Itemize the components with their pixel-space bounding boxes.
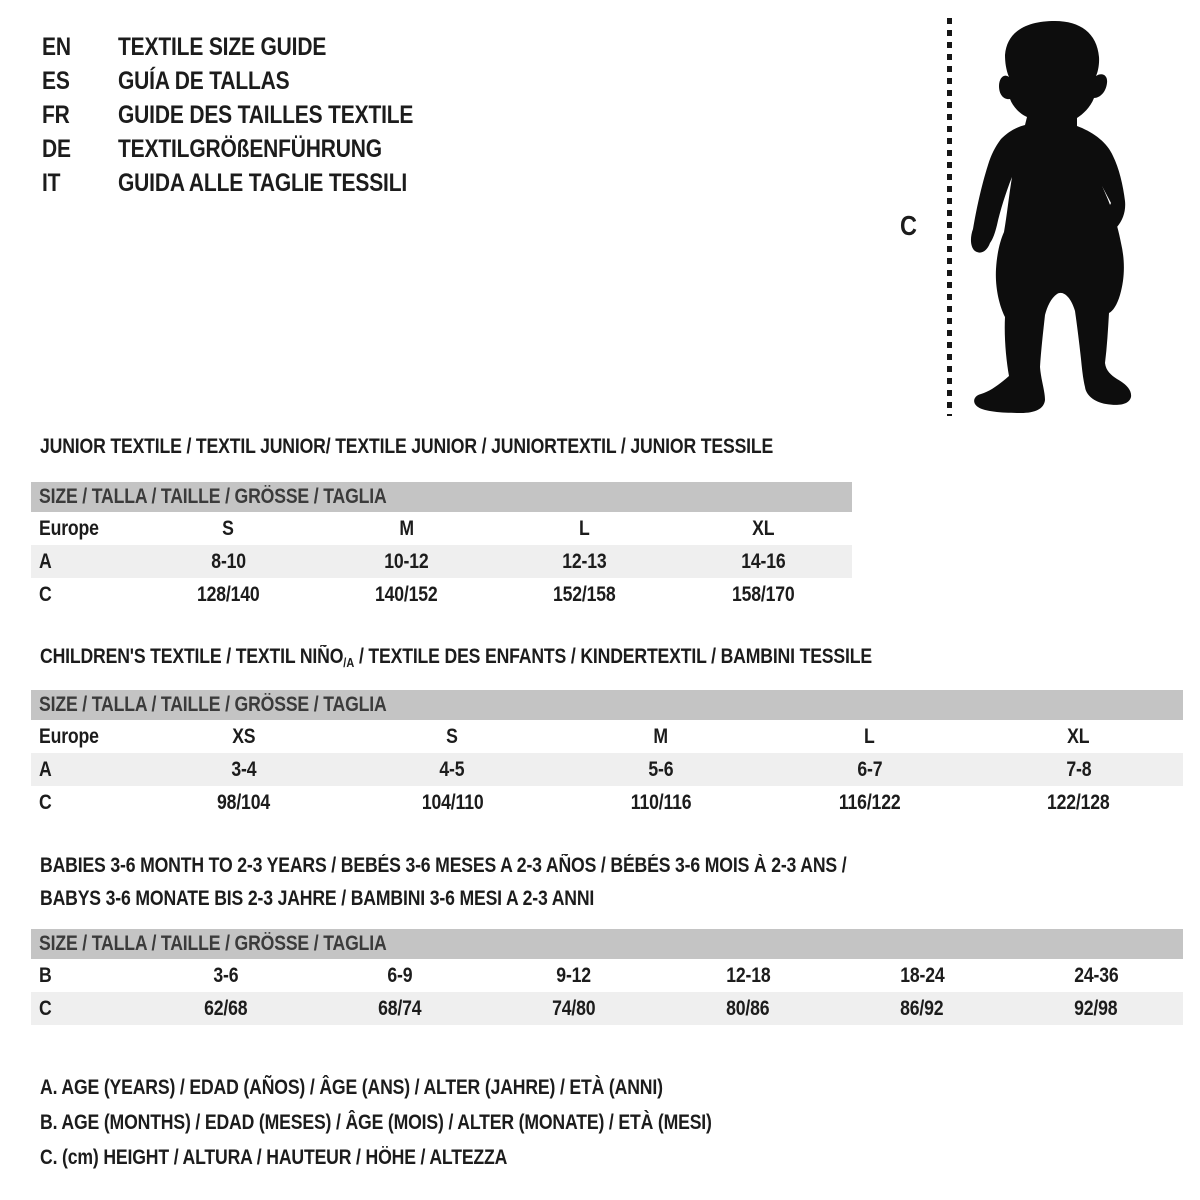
age-value: 6-7 xyxy=(857,758,883,781)
height-value: 158/170 xyxy=(731,583,795,606)
language-row-it xyxy=(42,166,470,200)
table-row-europe xyxy=(31,720,1183,753)
babies-size-table xyxy=(31,929,1183,1025)
size-value: XL xyxy=(1067,725,1090,748)
table-row-age-years xyxy=(31,545,852,578)
language-title-list xyxy=(42,30,470,200)
size-value: S xyxy=(446,725,458,748)
baby-silhouette-icon xyxy=(965,15,1150,420)
junior-size-table xyxy=(31,482,852,611)
size-value: XS xyxy=(231,725,255,748)
language-row-es xyxy=(42,64,470,98)
table-row-height-cm xyxy=(31,786,1183,819)
age-value: 12-18 xyxy=(725,964,771,987)
guide-title: TEXTILE SIZE GUIDE xyxy=(118,33,327,61)
height-value: 110/116 xyxy=(630,791,692,814)
table-row-age-years xyxy=(31,753,1183,786)
babies-section-title: BABIES 3-6 MONTH TO 2-3 YEARS / BEBÉS 3-6 MESES A 2-3 AÑOS / BÉBÉS 3-6 MOIS À 2-3 ANS / BABYS 3-6 MONATE BIS 2-3 JAHRE / BAMBINI 3-6 MESI A 2-3 ANNI xyxy=(40,854,847,910)
size-value: M xyxy=(653,725,669,748)
language-row-en xyxy=(42,30,470,64)
height-value: 68/74 xyxy=(378,997,422,1020)
children-section-title: CHILDREN'S TEXTILE / TEXTIL NIÑO/A / TEXTILE DES ENFANTS / KINDERTEXTIL / BAMBINI TESSILE xyxy=(40,645,872,670)
age-value: 12-13 xyxy=(562,550,607,573)
age-value: 14-16 xyxy=(740,550,786,573)
height-value: 80/86 xyxy=(726,997,770,1020)
height-value: 74/80 xyxy=(552,997,596,1020)
guide-title: GUIDA ALLE TAGLIE TESSILI xyxy=(118,169,408,197)
legend-note-c: C. (cm) HEIGHT / ALTURA / HAUTEUR / HÖHE / ALTEZZA xyxy=(40,1146,508,1169)
language-code: DE xyxy=(42,135,71,163)
language-code: FR xyxy=(42,101,70,129)
height-value: 86/92 xyxy=(900,997,944,1020)
children-size-table xyxy=(31,690,1183,819)
height-value: 104/110 xyxy=(421,791,484,814)
table-row-height-cm xyxy=(31,992,1183,1025)
size-value: L xyxy=(579,517,590,540)
age-value: 4-5 xyxy=(439,758,465,781)
height-measure-dashed-line xyxy=(947,18,952,416)
table-row-age-months xyxy=(31,959,1183,992)
row-label: A xyxy=(39,758,52,781)
size-header-bar: SIZE / TALLA / TAILLE / GRÖSSE / TAGLIA xyxy=(31,482,852,512)
row-label: Europe xyxy=(39,725,99,748)
height-value: 122/128 xyxy=(1047,791,1110,814)
language-row-de xyxy=(42,132,470,166)
age-value: 5-6 xyxy=(648,758,674,781)
height-value: 98/104 xyxy=(216,791,270,814)
height-value: 62/68 xyxy=(204,997,248,1020)
size-header-bar: SIZE / TALLA / TAILLE / GRÖSSE / TAGLIA xyxy=(31,929,1183,959)
size-value: M xyxy=(399,517,414,540)
size-value: S xyxy=(222,517,234,540)
height-value: 128/140 xyxy=(196,583,260,606)
language-code: ES xyxy=(42,67,70,95)
height-value: 152/158 xyxy=(553,583,616,606)
language-code: EN xyxy=(42,33,71,61)
legend-notes xyxy=(40,1070,840,1175)
size-value: L xyxy=(864,725,876,748)
age-value: 10-12 xyxy=(384,550,429,573)
height-value: 92/98 xyxy=(1074,997,1118,1020)
row-label: Europe xyxy=(39,517,99,540)
table-row-height-cm xyxy=(31,578,852,611)
legend-note-a: A. AGE (YEARS) / EDAD (AÑOS) / ÂGE (ANS) / ALTER (JAHRE) / ETÀ (ANNI) xyxy=(40,1076,663,1099)
row-label: A xyxy=(39,550,52,573)
size-value: XL xyxy=(751,517,774,540)
age-value: 6-9 xyxy=(387,964,413,987)
height-measure-label: C xyxy=(900,210,917,241)
row-label: C xyxy=(39,997,52,1020)
age-value: 18-24 xyxy=(899,964,945,987)
guide-title: GUIDE DES TAILLES TEXTILE xyxy=(118,101,414,129)
nino-a-subscript: /A xyxy=(343,655,355,670)
size-header-bar: SIZE / TALLA / TAILLE / GRÖSSE / TAGLIA xyxy=(31,690,1183,720)
age-value: 3-6 xyxy=(213,964,239,987)
language-row-fr xyxy=(42,98,470,132)
row-label: B xyxy=(39,964,52,987)
legend-note-b: B. AGE (MONTHS) / EDAD (MESES) / ÂGE (MOIS) / ALTER (MONATE) / ETÀ (MESI) xyxy=(40,1111,712,1134)
age-value: 24-36 xyxy=(1073,964,1119,987)
age-value: 3-4 xyxy=(230,758,256,781)
table-row-europe xyxy=(31,512,852,545)
language-code: IT xyxy=(42,169,61,197)
row-label: C xyxy=(39,583,52,606)
age-value: 8-10 xyxy=(210,550,246,573)
age-value: 7-8 xyxy=(1066,758,1092,781)
junior-section-title: JUNIOR TEXTILE / TEXTIL JUNIOR/ TEXTILE JUNIOR / JUNIORTEXTIL / JUNIOR TESSILE xyxy=(40,435,774,458)
height-value: 116/122 xyxy=(838,791,901,814)
row-label: C xyxy=(39,791,52,814)
guide-title: GUÍA DE TALLAS xyxy=(118,67,290,95)
guide-title: TEXTILGRÖßENFÜHRUNG xyxy=(118,135,382,163)
height-value: 140/152 xyxy=(375,583,438,606)
age-value: 9-12 xyxy=(556,964,592,987)
